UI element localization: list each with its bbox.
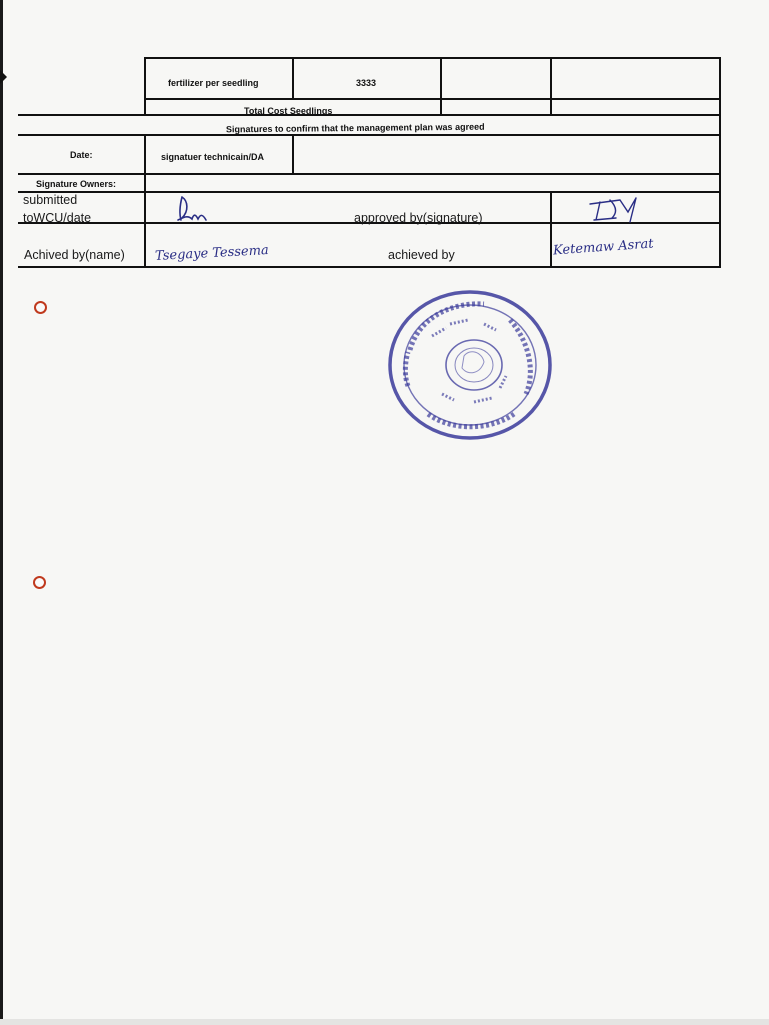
- total-cost-label: Total Cost Seedlings: [244, 106, 333, 116]
- submitted-label-line1: submitted: [23, 193, 78, 207]
- fertilizer-value: 3333: [356, 78, 377, 88]
- signatures-heading: Signatures to confirm that the management plan was agreed: [225, 121, 485, 135]
- handwritten-name-2: Ketemaw Asrat: [552, 236, 654, 259]
- approved-signature: [586, 194, 646, 224]
- punch-hole-bottom: [33, 576, 46, 589]
- page-bottom-edge: [0, 1019, 769, 1025]
- fertilizer-label: fertilizer per seedling: [168, 78, 259, 88]
- punch-hole-top: [34, 301, 47, 314]
- date-label: Date:: [70, 150, 93, 160]
- submitted-label-line2: toWCU/date: [23, 211, 92, 225]
- page-edge: [0, 0, 3, 1025]
- handwritten-name-1: Tsegaye Tessema: [154, 243, 270, 264]
- signature-owners-label: Signature Owners:: [36, 179, 117, 189]
- official-stamp: [388, 290, 552, 440]
- achieved-by-label: achieved by: [388, 248, 455, 262]
- technician-signature-label: signatuer technicain/DA: [161, 152, 265, 162]
- approved-by-label: approved by(signature): [354, 211, 483, 225]
- achieved-by-name-label: Achived by(name): [24, 248, 125, 262]
- submitted-signature: [170, 193, 214, 225]
- margin-mark: [0, 70, 7, 84]
